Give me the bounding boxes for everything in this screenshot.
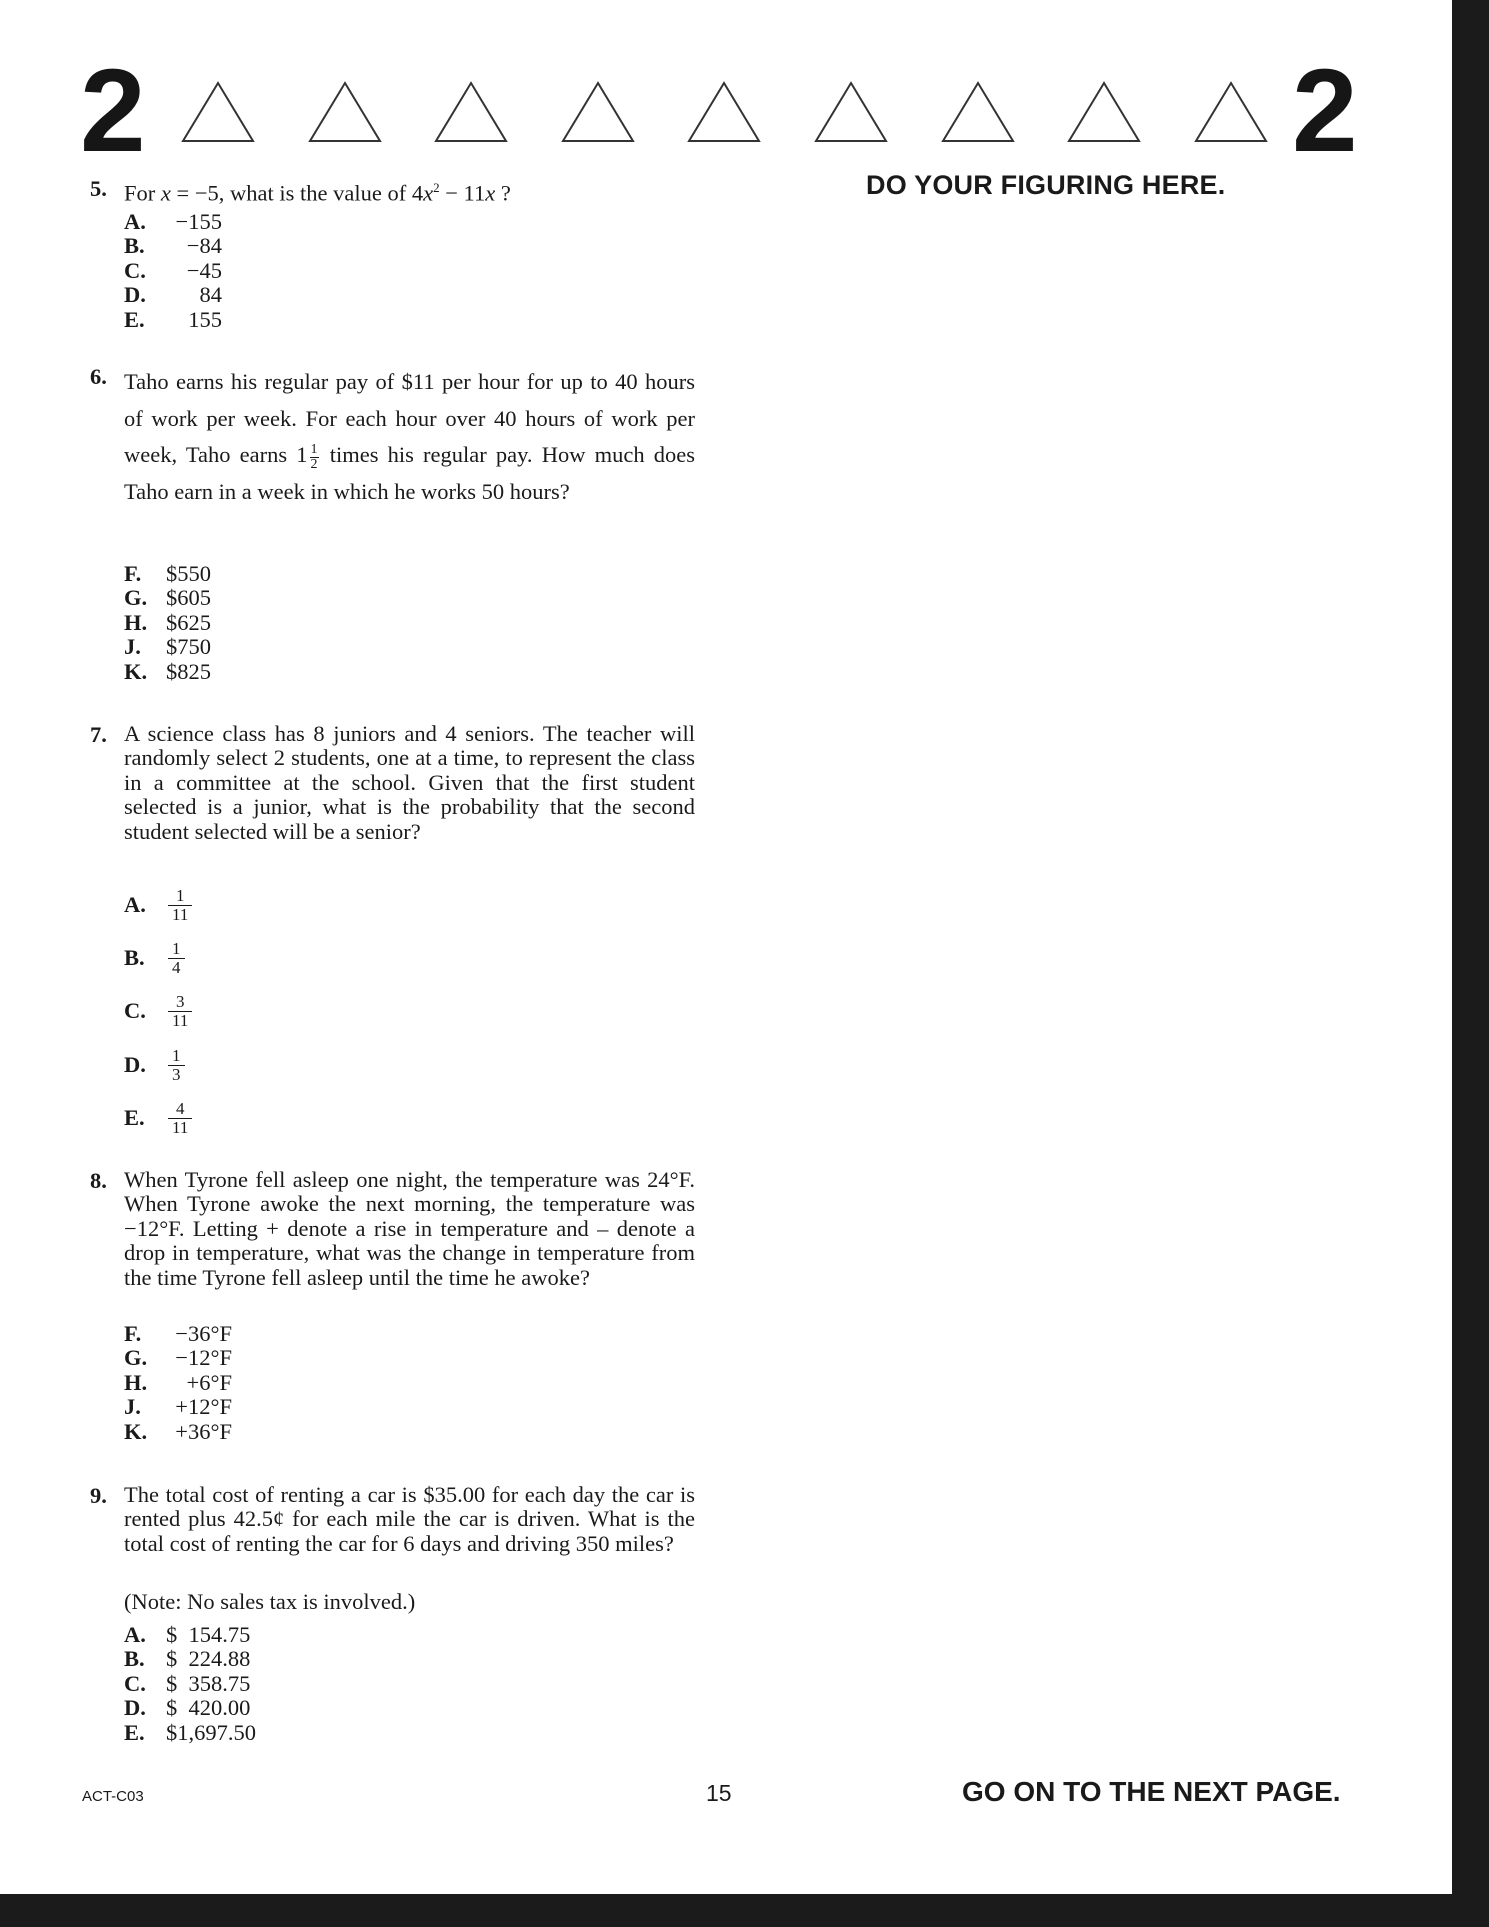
answer-choice-d[interactable]: D. $\frac{1}{3}$ [124, 1040, 185, 1090]
question-number: 7. [90, 722, 107, 747]
answer-choice-e[interactable]: E. $\frac{4}{11}$ [124, 1093, 192, 1143]
answer-choices [124, 210, 222, 332]
answer-choices [124, 1322, 232, 1444]
question-9 [90, 1482, 695, 1745]
triangle-outline-icon [1193, 80, 1269, 144]
question-number: 5. [90, 176, 107, 201]
question-6 [90, 364, 695, 684]
fraction: $\frac{1}{4}$ [168, 940, 185, 977]
question-5 [90, 176, 695, 332]
answer-choice-d[interactable]: D. 84 [124, 282, 222, 308]
page-number: 15 [706, 1780, 732, 1806]
question-stem: A science class has 8 juniors and 4 seniors. The teacher will randomly select 2 students, one at a time, to represent the class in a committee at the school. Given that the first student selected is a junior, what is the probability that the second student selected will be a senior? [124, 721, 695, 844]
triangle-outline-icon [813, 80, 889, 144]
fraction: $\frac{3}{11}$ [168, 993, 192, 1030]
question-stem: Taho earns his regular pay of $11 per hour for up to 40 hours of work per week. For each hour over 40 hours of work per week, Taho earns 1 $\frac{1}{2}$ times his regular pay. How much does Taho earn in a week in which he works 50 hours? [124, 369, 695, 504]
question-note: (Note: No sales tax is involved.) [124, 1589, 416, 1614]
triangle-outline-icon [307, 80, 383, 144]
answer-choice-g[interactable]: G. −12°F [124, 1345, 232, 1371]
question-stem: The total cost of renting a car is $35.00 for each day the car is rented plus 42.5¢ for each mile the car is driven. What is the total cost of renting the car for 6 days and driving 350 miles? [124, 1482, 695, 1556]
answer-choice-e[interactable]: E. 155 [124, 306, 222, 332]
answer-choice-k[interactable]: K. $825 [124, 658, 211, 684]
answer-choice-a[interactable]: A. −155 [124, 209, 222, 234]
triangle-outline-icon [940, 80, 1016, 144]
form-code: ACT-C03 [82, 1788, 144, 1805]
fraction: $\frac{1}{11}$ [168, 887, 192, 924]
answer-choice-b[interactable]: B. $\frac{1}{4}$ [124, 933, 185, 983]
question-stem: When Tyrone fell asleep one night, the temperature was 24°F. When Tyrone awoke the next morning, the temperature was −12°F. Letting + denote a rise in temperature and – denote a drop in temperature, what was the change in temperature from the time Tyrone fell asleep until the time he awoke? [124, 1167, 695, 1290]
answer-choices [124, 1623, 256, 1745]
fraction: $\frac{1}{3}$ [168, 1047, 185, 1084]
answer-choice-e[interactable]: E. $1,697.50 [124, 1719, 256, 1745]
triangle-outline-icon [180, 80, 256, 144]
answer-choices [124, 562, 211, 684]
answer-choice-c[interactable]: C. −45 [124, 257, 222, 283]
answer-choice-f[interactable]: F. −36°F [124, 1321, 232, 1346]
triangle-outline-icon [686, 80, 762, 144]
mixed-fraction: $\frac{1}{2}$ [310, 441, 318, 472]
answer-choice-h[interactable]: H. $625 [124, 609, 211, 635]
question-7 [90, 721, 695, 1137]
go-on-next-page: GO ON TO THE NEXT PAGE. [962, 1776, 1341, 1807]
answer-choice-c[interactable]: C. $\frac{3}{11}$ [124, 986, 192, 1036]
triangle-outline-icon [433, 80, 509, 144]
triangle-outline-icon [560, 80, 636, 144]
question-number: 6. [90, 364, 107, 389]
answer-choice-c[interactable]: C. $ 358.75 [124, 1670, 251, 1696]
answer-choice-h[interactable]: H. +6°F [124, 1369, 232, 1395]
section-number-left: 2 [80, 45, 146, 177]
answer-choice-a[interactable]: A. $ 154.75 [124, 1622, 251, 1647]
section-number-right: 2 [1292, 45, 1358, 177]
question-number: 9. [90, 1483, 107, 1508]
fraction: $\frac{4}{11}$ [168, 1100, 192, 1137]
answer-choice-k[interactable]: K. +36°F [124, 1418, 232, 1444]
question-stem: For x = −5, what is the value of $4x^2 - 11x$ ? [124, 180, 511, 206]
answer-choice-b[interactable]: B. −84 [124, 233, 222, 259]
answer-choice-f[interactable]: F. $550 [124, 561, 211, 586]
question-8 [90, 1167, 695, 1444]
triangle-outline-icon [1066, 80, 1142, 144]
question-number: 8. [90, 1168, 107, 1193]
answer-choice-d[interactable]: D. $ 420.00 [124, 1695, 251, 1721]
answer-choice-a[interactable]: A. $\frac{1}{11}$ [124, 880, 192, 930]
answer-choice-g[interactable]: G. $605 [124, 585, 211, 611]
answer-choice-j[interactable]: J. $750 [124, 634, 211, 660]
answer-choice-b[interactable]: B. $ 224.88 [124, 1646, 251, 1672]
answer-choice-j[interactable]: J. +12°F [124, 1394, 232, 1420]
figuring-label: DO YOUR FIGURING HERE. [866, 170, 1226, 200]
